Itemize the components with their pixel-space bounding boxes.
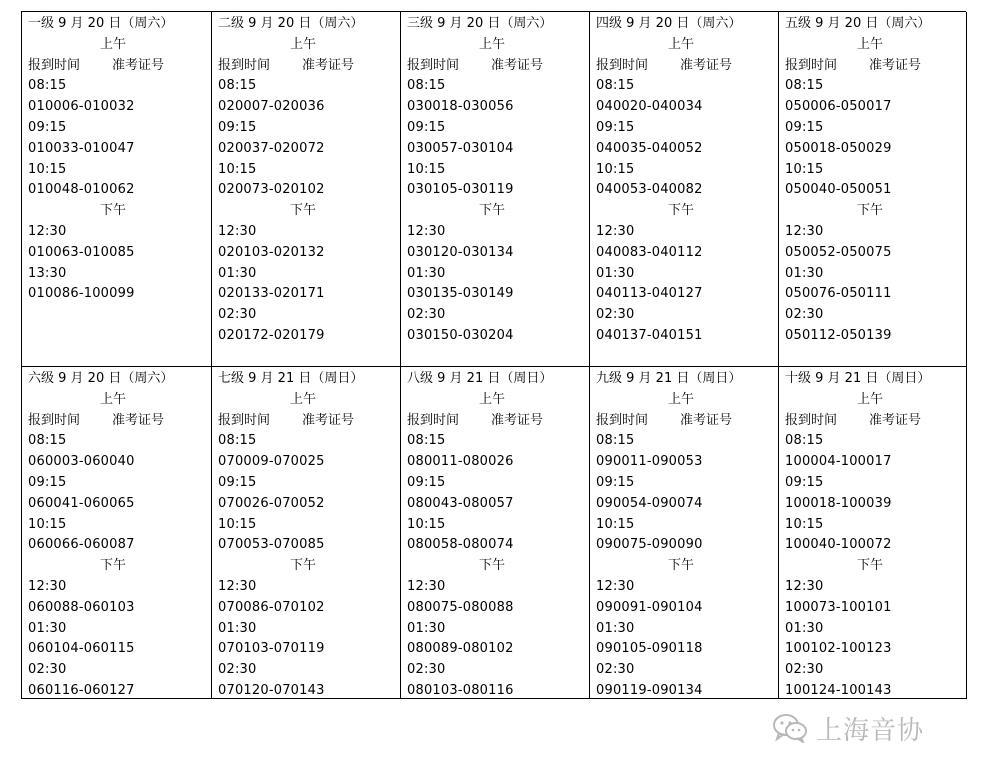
cell-title: 七级 9 月 21 日（周日） — [218, 371, 364, 386]
ticket-range: 100004-100017 — [785, 454, 892, 470]
report-time: 12:30 — [785, 223, 824, 239]
ticket-range: 070086-070102 — [218, 599, 325, 615]
ticket-range: 070009-070025 — [218, 454, 325, 470]
ticket-range: 100018-100039 — [785, 495, 892, 511]
report-time: 01:30 — [218, 620, 257, 636]
column-header — [785, 411, 966, 432]
report-time: 10:15 — [218, 516, 257, 532]
ticket-range: 100124-100143 — [785, 682, 892, 698]
report-time-header: 报到时间 — [596, 412, 649, 428]
report-time-header: 报到时间 — [596, 57, 649, 73]
ticket-range: 100040-100072 — [785, 537, 892, 553]
ticket-range: 060066-060087 — [28, 537, 135, 553]
ticket-range: 080058-080074 — [407, 537, 514, 553]
ticket-range: 040083-040112 — [596, 244, 703, 260]
column-header — [596, 56, 778, 77]
morning-label: 上午 — [290, 36, 317, 52]
ticket-range: 050076-050111 — [785, 286, 892, 302]
report-time: 09:15 — [218, 119, 257, 135]
report-time-header: 报到时间 — [785, 412, 838, 428]
report-time: 09:15 — [596, 119, 635, 135]
report-time: 10:15 — [596, 516, 635, 532]
schedule-cell — [590, 367, 779, 699]
cell-title: 二级 9 月 20 日（周六） — [218, 16, 364, 31]
ticket-number-header: 准考证号 — [491, 57, 544, 73]
afternoon-label: 下午 — [668, 203, 695, 219]
report-time: 10:15 — [785, 161, 824, 177]
column-header — [218, 56, 400, 77]
ticket-number-header: 准考证号 — [869, 57, 922, 73]
morning-label: 上午 — [479, 391, 506, 407]
ticket-range: 010063-010085 — [28, 244, 135, 260]
schedule-row-2 — [22, 367, 966, 699]
afternoon-label: 下午 — [479, 203, 506, 219]
report-time: 08:15 — [218, 78, 257, 94]
ticket-range: 020103-020132 — [218, 244, 325, 260]
ticket-range: 030057-030104 — [407, 140, 514, 156]
ticket-range: 080089-080102 — [407, 641, 514, 657]
report-time-header: 报到时间 — [785, 57, 838, 73]
ticket-range: 020007-020036 — [218, 99, 325, 115]
wechat-watermark — [772, 708, 924, 748]
report-time-header: 报到时间 — [28, 57, 81, 73]
report-time: 10:15 — [407, 516, 446, 532]
report-time: 08:15 — [785, 433, 824, 449]
report-time: 12:30 — [596, 223, 635, 239]
ticket-range: 010006-010032 — [28, 99, 135, 115]
schedule-cell — [22, 367, 212, 699]
schedule-cell — [22, 12, 212, 367]
report-time-header: 报到时间 — [218, 412, 271, 428]
afternoon-label: 下午 — [290, 558, 317, 574]
ticket-range: 090011-090053 — [596, 454, 703, 470]
report-time: 08:15 — [596, 433, 635, 449]
column-header — [28, 56, 211, 77]
afternoon-label: 下午 — [290, 203, 317, 219]
report-time: 01:30 — [218, 265, 257, 281]
morning-label: 上午 — [857, 391, 884, 407]
report-time: 10:15 — [28, 161, 67, 177]
morning-label: 上午 — [100, 36, 127, 52]
ticket-number-header: 准考证号 — [680, 412, 733, 428]
report-time: 09:15 — [785, 119, 824, 135]
report-time: 13:30 — [28, 265, 67, 281]
report-time: 10:15 — [218, 161, 257, 177]
ticket-number-header: 准考证号 — [680, 57, 733, 73]
report-time: 01:30 — [407, 620, 446, 636]
report-time: 02:30 — [596, 307, 635, 323]
ticket-range: 050006-050017 — [785, 99, 892, 115]
ticket-range: 030105-030119 — [407, 182, 514, 198]
report-time: 08:15 — [407, 433, 446, 449]
ticket-range: 080011-080026 — [407, 454, 514, 470]
ticket-number-header: 准考证号 — [302, 57, 355, 73]
afternoon-label: 下午 — [479, 558, 506, 574]
report-time: 12:30 — [785, 578, 824, 594]
morning-label: 上午 — [290, 391, 317, 407]
report-time: 02:30 — [218, 662, 257, 678]
report-time: 09:15 — [596, 474, 635, 490]
report-time: 01:30 — [785, 265, 824, 281]
ticket-range: 070103-070119 — [218, 641, 325, 657]
report-time: 02:30 — [28, 662, 67, 678]
ticket-range: 090075-090090 — [596, 537, 703, 553]
report-time: 09:15 — [785, 474, 824, 490]
ticket-range: 090119-090134 — [596, 682, 703, 698]
ticket-range: 090105-090118 — [596, 641, 703, 657]
cell-title: 十级 9 月 21 日（周日） — [785, 371, 931, 386]
report-time: 02:30 — [785, 307, 824, 323]
ticket-range: 020037-020072 — [218, 140, 325, 156]
cell-title: 六级 9 月 20 日（周六） — [28, 371, 174, 386]
report-time: 12:30 — [218, 578, 257, 594]
report-time: 02:30 — [218, 307, 257, 323]
schedule-row-1 — [22, 12, 966, 367]
ticket-number-header: 准考证号 — [869, 412, 922, 428]
ticket-range: 100102-100123 — [785, 641, 892, 657]
column-header — [407, 411, 589, 432]
report-time: 09:15 — [407, 119, 446, 135]
ticket-range: 020073-020102 — [218, 182, 325, 198]
report-time-header: 报到时间 — [28, 412, 81, 428]
cell-title: 三级 9 月 20 日（周六） — [407, 16, 553, 31]
report-time: 02:30 — [407, 662, 446, 678]
ticket-range: 030150-030204 — [407, 327, 514, 343]
afternoon-label: 下午 — [857, 203, 884, 219]
cell-title: 一级 9 月 20 日（周六） — [28, 16, 174, 31]
morning-label: 上午 — [857, 36, 884, 52]
report-time: 08:15 — [218, 433, 257, 449]
ticket-range: 050018-050029 — [785, 140, 892, 156]
report-time: 10:15 — [28, 516, 67, 532]
ticket-range: 100073-100101 — [785, 599, 892, 615]
report-time: 10:15 — [407, 161, 446, 177]
report-time: 08:15 — [785, 78, 824, 94]
report-time: 02:30 — [785, 662, 824, 678]
ticket-range: 050052-050075 — [785, 244, 892, 260]
column-header — [785, 56, 966, 77]
report-time: 10:15 — [785, 516, 824, 532]
report-time: 09:15 — [218, 474, 257, 490]
ticket-range: 050112-050139 — [785, 327, 892, 343]
ticket-number-header: 准考证号 — [112, 412, 165, 428]
report-time: 12:30 — [28, 223, 67, 239]
report-time: 01:30 — [785, 620, 824, 636]
cell-title: 四级 9 月 20 日（周六） — [596, 16, 742, 31]
ticket-range: 010048-010062 — [28, 182, 135, 198]
report-time: 02:30 — [596, 662, 635, 678]
report-time-header: 报到时间 — [218, 57, 271, 73]
ticket-range: 060088-060103 — [28, 599, 135, 615]
ticket-range: 040053-040082 — [596, 182, 703, 198]
schedule-cell — [212, 367, 401, 699]
ticket-range: 080043-080057 — [407, 495, 514, 511]
ticket-range: 040020-040034 — [596, 99, 703, 115]
ticket-range: 070026-070052 — [218, 495, 325, 511]
column-header — [596, 411, 778, 432]
ticket-range: 030120-030134 — [407, 244, 514, 260]
afternoon-label: 下午 — [857, 558, 884, 574]
cell-title: 五级 9 月 20 日（周六） — [785, 16, 931, 31]
column-header — [407, 56, 589, 77]
report-time: 10:15 — [596, 161, 635, 177]
exam-schedule-table — [21, 11, 966, 699]
ticket-range: 080075-080088 — [407, 599, 514, 615]
afternoon-label: 下午 — [668, 558, 695, 574]
report-time: 02:30 — [407, 307, 446, 323]
report-time: 09:15 — [28, 474, 67, 490]
ticket-range: 090054-090074 — [596, 495, 703, 511]
ticket-range: 040137-040151 — [596, 327, 703, 343]
schedule-cell — [779, 12, 967, 367]
report-time: 08:15 — [407, 78, 446, 94]
report-time: 09:15 — [407, 474, 446, 490]
ticket-range: 070120-070143 — [218, 682, 325, 698]
morning-label: 上午 — [668, 36, 695, 52]
ticket-range: 060116-060127 — [28, 682, 135, 698]
report-time: 08:15 — [596, 78, 635, 94]
schedule-cell — [401, 12, 590, 367]
schedule-cell — [401, 367, 590, 699]
wechat-icon — [772, 713, 808, 743]
watermark-text: 上海音协 — [816, 715, 925, 746]
report-time: 08:15 — [28, 433, 67, 449]
ticket-range: 090091-090104 — [596, 599, 703, 615]
ticket-range: 020133-020171 — [218, 286, 325, 302]
ticket-range: 040113-040127 — [596, 286, 703, 302]
cell-title: 八级 9 月 21 日（周日） — [407, 371, 553, 386]
ticket-range: 010086-100099 — [28, 286, 135, 302]
report-time: 01:30 — [596, 265, 635, 281]
ticket-range: 020172-020179 — [218, 327, 325, 343]
report-time-header: 报到时间 — [407, 412, 460, 428]
ticket-range: 060041-060065 — [28, 495, 135, 511]
column-header — [28, 411, 211, 432]
report-time: 09:15 — [28, 119, 67, 135]
ticket-range: 030018-030056 — [407, 99, 514, 115]
ticket-range: 080103-080116 — [407, 682, 514, 698]
morning-label: 上午 — [668, 391, 695, 407]
ticket-range: 060003-060040 — [28, 454, 135, 470]
ticket-range: 040035-040052 — [596, 140, 703, 156]
ticket-range: 010033-010047 — [28, 140, 135, 156]
report-time: 12:30 — [28, 578, 67, 594]
afternoon-label: 下午 — [100, 203, 127, 219]
report-time: 12:30 — [596, 578, 635, 594]
report-time-header: 报到时间 — [407, 57, 460, 73]
ticket-range: 070053-070085 — [218, 537, 325, 553]
schedule-cell — [212, 12, 401, 367]
ticket-range: 060104-060115 — [28, 641, 135, 657]
ticket-number-header: 准考证号 — [302, 412, 355, 428]
report-time: 12:30 — [407, 223, 446, 239]
report-time: 12:30 — [218, 223, 257, 239]
report-time: 01:30 — [28, 620, 67, 636]
cell-title: 九级 9 月 21 日（周日） — [596, 371, 742, 386]
ticket-range: 030135-030149 — [407, 286, 514, 302]
schedule-cell — [779, 367, 967, 699]
morning-label: 上午 — [100, 391, 127, 407]
afternoon-label: 下午 — [100, 558, 127, 574]
ticket-number-header: 准考证号 — [112, 57, 165, 73]
report-time: 01:30 — [596, 620, 635, 636]
report-time: 12:30 — [407, 578, 446, 594]
morning-label: 上午 — [479, 36, 506, 52]
report-time: 08:15 — [28, 78, 67, 94]
schedule-cell — [590, 12, 779, 367]
ticket-range: 050040-050051 — [785, 182, 892, 198]
report-time: 01:30 — [407, 265, 446, 281]
ticket-number-header: 准考证号 — [491, 412, 544, 428]
column-header — [218, 411, 400, 432]
